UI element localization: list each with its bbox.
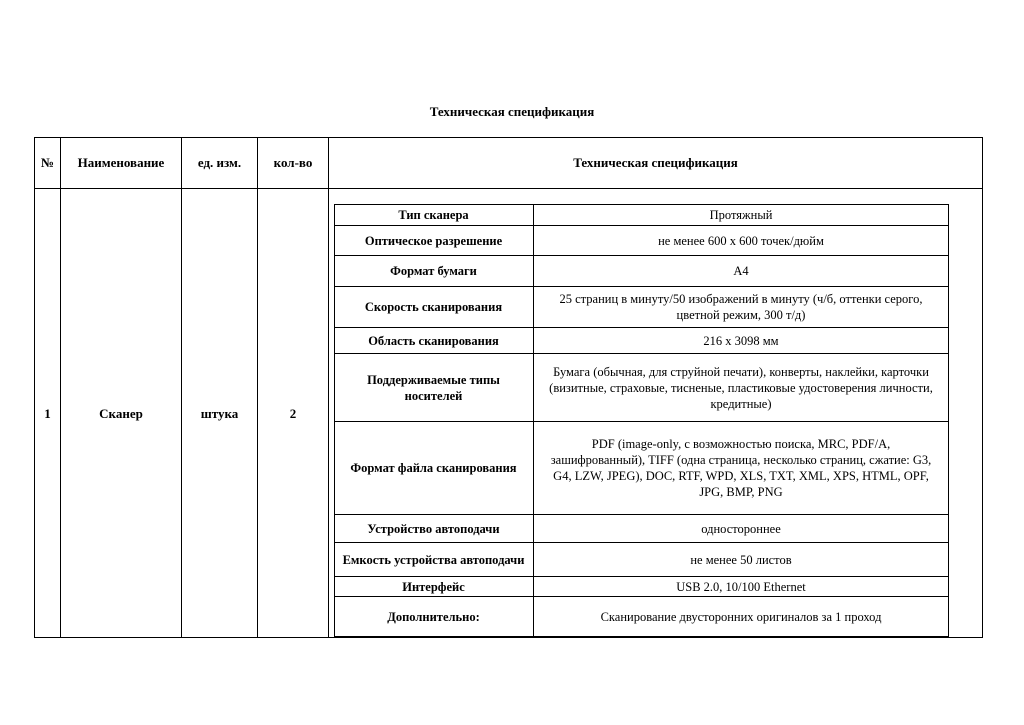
spec-label: Интерфейс	[402, 579, 465, 594]
spec-row	[335, 327, 948, 353]
spec-row	[335, 205, 948, 225]
header-num: №	[40, 155, 55, 170]
header-spec: Техническая спецификация	[573, 155, 738, 170]
spec-value: не менее 50 листов	[533, 543, 948, 576]
spec-row	[335, 421, 948, 514]
header-qty: кол-во	[273, 155, 313, 170]
spec-label: Формат бумаги	[390, 264, 477, 278]
spec-label: Формат файла сканирования	[350, 461, 517, 475]
spec-label: Емкость устройства автоподачи	[342, 552, 525, 567]
spec-row	[335, 542, 948, 576]
spec-value: Сканирование двусторонних оригиналов за 1 проход	[533, 597, 948, 636]
spec-row	[335, 576, 948, 596]
spec-value: 25 страниц в минуту/50 изображений в минуту (ч/б, оттенки серого, цветной режим, 300 т/д)	[533, 287, 948, 327]
spec-row	[335, 255, 948, 286]
spec-label: Устройство автоподачи	[367, 521, 500, 536]
document-title: Техническая спецификация	[429, 104, 595, 119]
spec-row	[335, 596, 948, 636]
row-name: Сканер	[99, 405, 143, 421]
spec-label: Дополнительно:	[387, 609, 480, 624]
spec-label: Оптическое разрешение	[364, 233, 503, 248]
row-num: 1	[44, 405, 51, 421]
spec-row	[335, 225, 948, 255]
spec-row	[335, 514, 948, 542]
header-name: Наименование	[77, 155, 165, 170]
spec-value: А4	[533, 256, 948, 286]
spec-label: Тип сканера	[398, 208, 469, 222]
column-divider	[328, 138, 329, 637]
spec-label: Скорость сканирования	[364, 300, 503, 314]
spec-value: Протяжный	[533, 205, 948, 225]
spec-label: Поддерживаемые типы носителей	[367, 372, 500, 403]
spec-value: 216 х 3098 мм	[533, 328, 948, 353]
spec-label: Область сканирования	[368, 333, 499, 348]
row-qty: 2	[289, 405, 297, 421]
spec-value: одностороннее	[533, 515, 948, 542]
spec-value: Бумага (обычная, для струйной печати), конверты, наклейки, карточки (визитные, страховые, тисненые, пластиковые удостоверения личности, кредитные)	[533, 354, 948, 421]
spec-row	[335, 286, 948, 327]
header-unit: ед. изм.	[197, 155, 242, 170]
spec-value: USB 2.0, 10/100 Ethernet	[533, 577, 948, 596]
spec-details-table	[334, 204, 949, 637]
spec-row	[335, 353, 948, 421]
row-unit: штука	[200, 405, 239, 421]
spec-value: PDF (image-only, с возможностью поиска, MRC, PDF/A, зашифрованный), TIFF (одна страница, несколько страниц, сжатие: G3, G4, LZW, JPEG), DOC, RTF, WPD, XLS, TXT, XML, XPS, HTML, OPF, JPG, BMP, PNG	[533, 422, 948, 514]
spec-value: не менее 600 х 600 точек/дюйм	[533, 226, 948, 255]
